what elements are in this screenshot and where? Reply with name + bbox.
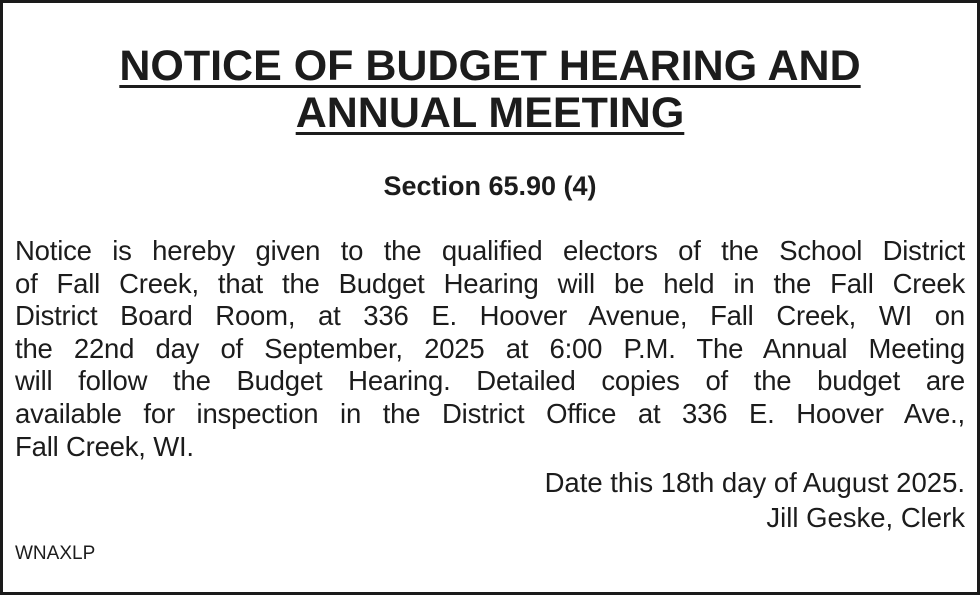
body-line-4: the 22nd day of September, 2025 at 6:00 P.M. The Annual Meeting [15,332,965,364]
body-line-5: will follow the Budget Hearing. Detailed copies of the budget are [15,365,965,397]
body-line-1: Notice is hereby given to the qualified electors of the School District [15,235,965,266]
notice-title [3,43,977,137]
body-line-3: District Board Room, at 336 E. Hoover Avenue, Fall Creek, WI on [15,300,965,332]
clerk-signature: Jill Geske, Clerk [766,502,965,533]
publication-code: WNAXLP [15,543,96,564]
title-line-2: ANNUAL MEETING [295,89,685,137]
title-line-1: NOTICE OF BUDGET HEARING AND [119,42,861,90]
statute-section: Section 65.90 (4) [383,171,597,201]
notice-body [15,235,965,463]
body-line-7: Fall Creek, WI. [15,430,194,462]
body-line-2: of Fall Creek, that the Budget Hearing will be held in the Fall Creek [15,267,965,299]
body-line-6: available for inspection in the District Office at 336 E. Hoover Ave., [15,397,965,429]
notice-date: Date this 18th day of August 2025. [544,467,965,498]
